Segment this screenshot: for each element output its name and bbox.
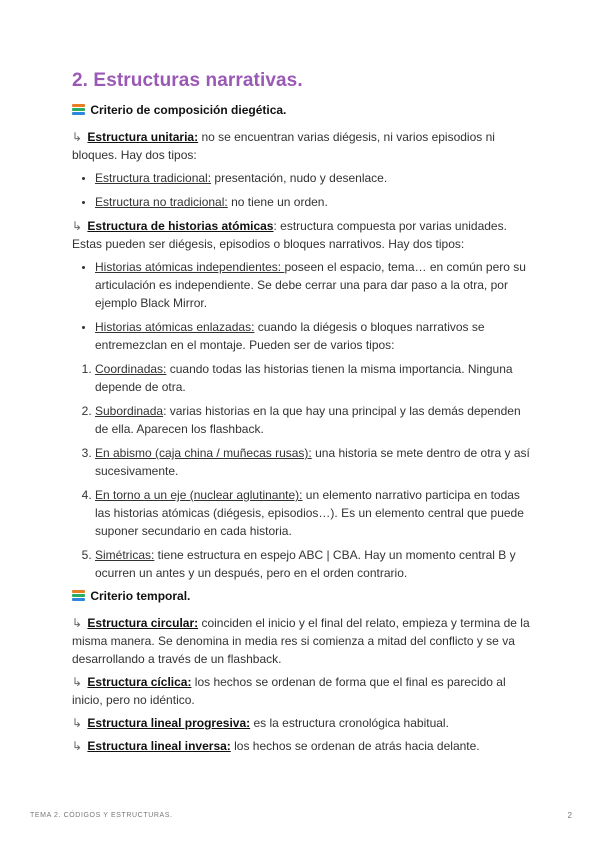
item-text: cuando todas las historias tienen la misma importancia. Ninguna depende de otra. bbox=[95, 362, 513, 394]
term: En abismo (caja china / muñecas rusas): bbox=[95, 446, 312, 460]
criterion-label: Criterio de composición diegética. bbox=[90, 103, 287, 117]
arrow-icon: ↳ bbox=[72, 739, 83, 753]
list-item bbox=[95, 258, 532, 312]
books-icon bbox=[72, 590, 85, 601]
item-text: tiene estructura en espejo ABC | CBA. Hay un momento central B y ocurren un antes y un después, pero en el orden contrario. bbox=[95, 548, 516, 580]
term: Historias atómicas enlazadas: bbox=[95, 320, 255, 334]
list-item bbox=[95, 360, 532, 396]
paragraph-lineal-progresiva bbox=[72, 714, 532, 732]
term: Estructura de historias atómicas bbox=[87, 219, 274, 233]
list-item bbox=[95, 486, 532, 540]
paragraph-ciclica bbox=[72, 673, 532, 709]
term: Historias atómicas independientes: bbox=[95, 260, 285, 274]
term: Estructura lineal inversa: bbox=[87, 739, 231, 753]
paragraph-unitaria bbox=[72, 128, 532, 164]
paragraph-lineal-inversa bbox=[72, 737, 532, 755]
item-text: poseen el espacio, tema… en común pero su articulación es independiente. Se debe cerrar una para dar paso a la otra, por ejemplo Black Mirror. bbox=[95, 260, 526, 310]
term: Estructura lineal progresiva: bbox=[87, 716, 251, 730]
term: Simétricas: bbox=[95, 548, 155, 562]
paragraph-text: los hechos se ordenan de forma que el final es parecido al inicio, pero no idéntico. bbox=[72, 675, 506, 707]
list-item bbox=[95, 444, 532, 480]
bullet-list-atomicas bbox=[72, 258, 532, 354]
term: Estructura circular: bbox=[87, 616, 199, 630]
list-item bbox=[95, 546, 532, 582]
term: Estructura no tradicional: bbox=[95, 195, 228, 209]
list-item bbox=[95, 318, 532, 354]
list-item bbox=[95, 169, 532, 187]
term: Subordinada bbox=[95, 404, 164, 418]
arrow-icon: ↳ bbox=[72, 675, 83, 689]
list-item bbox=[95, 193, 532, 211]
paragraph-circular bbox=[72, 614, 532, 668]
paragraph-text: no se encuentran varias diégesis, ni varios episodios ni bloques. Hay dos tipos: bbox=[72, 130, 495, 162]
criterion-heading-temporal bbox=[72, 588, 532, 604]
criterion-label: Criterio temporal. bbox=[90, 589, 191, 603]
arrow-icon: ↳ bbox=[72, 716, 83, 730]
numbered-list-subtypes bbox=[72, 360, 532, 582]
item-text: presentación, nudo y desenlace. bbox=[211, 171, 388, 185]
term: Estructura tradicional: bbox=[95, 171, 212, 185]
arrow-icon: ↳ bbox=[72, 616, 83, 630]
arrow-icon: ↳ bbox=[72, 219, 83, 233]
item-text: no tiene un orden. bbox=[227, 195, 328, 209]
term: En torno a un eje (nuclear aglutinante): bbox=[95, 488, 303, 502]
list-item bbox=[95, 402, 532, 438]
item-text: cuando la diégesis o bloques narrativos se entremezclan en el montaje. Pueden ser de varios tipos: bbox=[95, 320, 485, 352]
paragraph-text: : estructura compuesta por varias unidades. Estas pueden ser diégesis, episodios o bloques narrativos. Hay dos tipos: bbox=[72, 219, 507, 251]
item-text: un elemento narrativo participa en todas las historias atómicas (diégesis, episodios…). Es un elemento central que puede suponer secundario en cada historia. bbox=[95, 488, 524, 538]
paragraph-text: coinciden el inicio y el final del relato, empieza y termina de la misma manera. Se denomina in media res si comienza a mitad del conflicto y se va desarrollando a través de un flashback. bbox=[72, 616, 530, 666]
term: Estructura cíclica: bbox=[87, 675, 192, 689]
paragraph-text: los hechos se ordenan de atrás hacia delante. bbox=[230, 739, 480, 753]
bullet-list-unitaria bbox=[72, 169, 532, 211]
page-number: 2 bbox=[567, 811, 572, 820]
footer-title: TEMA 2. CÓDIGOS Y ESTRUCTURAS. bbox=[30, 812, 173, 819]
books-icon bbox=[72, 104, 85, 115]
term: Estructura unitaria: bbox=[87, 130, 199, 144]
document-body bbox=[72, 70, 532, 760]
paragraph-atomicas bbox=[72, 217, 532, 253]
criterion-heading-composition bbox=[72, 102, 532, 118]
section-title: 2. Estructuras narrativas. bbox=[72, 70, 303, 91]
term: Coordinadas: bbox=[95, 362, 167, 376]
item-text: una historia se mete dentro de otra y así sucesivamente. bbox=[95, 446, 530, 478]
arrow-icon: ↳ bbox=[72, 130, 83, 144]
item-text: : varias historias en la que hay una principal y las demás dependen de ella. Aparecen los flashback. bbox=[95, 404, 521, 436]
paragraph-text: es la estructura cronológica habitual. bbox=[250, 716, 449, 730]
